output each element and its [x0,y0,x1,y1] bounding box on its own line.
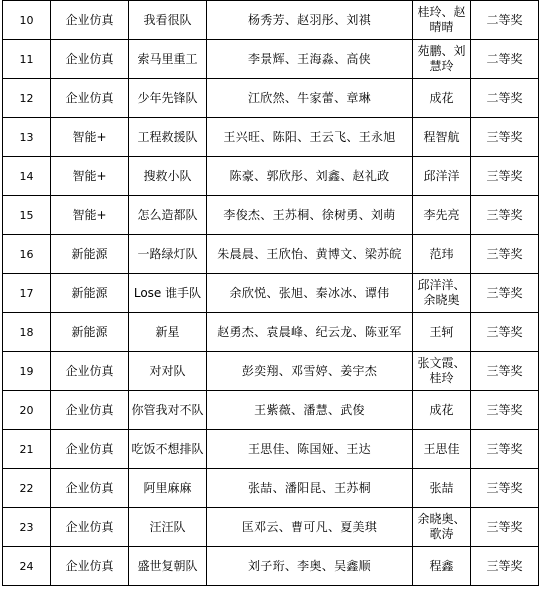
team-name-cell: 阿里麻麻 [129,469,207,508]
team-name-cell: 怎么造都队 [129,196,207,235]
award-cell: 三等奖 [471,196,539,235]
table-row [3,157,539,196]
table-row [3,118,539,157]
team-name-cell: 汪汪队 [129,508,207,547]
row-number-cell: 15 [3,196,51,235]
table-row [3,352,539,391]
row-number-cell: 14 [3,157,51,196]
award-cell: 二等奖 [471,40,539,79]
members-cell: 李景辉、王海淼、高侠 [207,40,413,79]
table-row [3,40,539,79]
advisor-cell: 苑鹏、刘慧玲 [413,40,471,79]
row-number-cell: 19 [3,352,51,391]
table-row [3,196,539,235]
award-cell: 三等奖 [471,274,539,313]
team-name-cell: 盛世复朝队 [129,547,207,586]
members-cell: 赵勇杰、袁晨峰、纪云龙、陈亚军 [207,313,413,352]
row-number-cell: 21 [3,430,51,469]
row-number-cell: 10 [3,1,51,40]
team-name-cell: 工程救援队 [129,118,207,157]
award-cell: 三等奖 [471,430,539,469]
row-number-cell: 22 [3,469,51,508]
members-cell: 王兴旺、陈阳、王云飞、王永旭 [207,118,413,157]
members-cell: 朱晨晨、王欣怡、黄博文、梁苏皖 [207,235,413,274]
table-row [3,274,539,313]
members-cell: 余欣悦、张旭、秦冰冰、谭伟 [207,274,413,313]
category-cell: 企业仿真 [51,79,129,118]
category-cell: 企业仿真 [51,469,129,508]
row-number-cell: 11 [3,40,51,79]
award-cell: 三等奖 [471,547,539,586]
advisor-cell: 桂玲、赵晴晴 [413,1,471,40]
category-cell: 企业仿真 [51,430,129,469]
award-cell: 二等奖 [471,79,539,118]
advisor-cell: 李先亮 [413,196,471,235]
table-row [3,508,539,547]
category-cell: 企业仿真 [51,1,129,40]
advisor-cell: 程智航 [413,118,471,157]
category-cell: 企业仿真 [51,40,129,79]
members-cell: 江欣然、牛家蕾、章琳 [207,79,413,118]
team-name-cell: 吃饭不想排队 [129,430,207,469]
table-row [3,547,539,586]
members-cell: 张喆、潘阳昆、王苏桐 [207,469,413,508]
advisor-cell: 成花 [413,79,471,118]
award-cell: 三等奖 [471,508,539,547]
team-name-cell: 索马里重工 [129,40,207,79]
results-sheet [2,0,538,586]
row-number-cell: 13 [3,118,51,157]
row-number-cell: 23 [3,508,51,547]
members-cell: 李俊杰、王苏桐、徐树勇、刘萌 [207,196,413,235]
award-cell: 三等奖 [471,352,539,391]
category-cell: 智能+ [51,157,129,196]
team-name-cell: 新星 [129,313,207,352]
table-row [3,79,539,118]
team-name-cell: 对对队 [129,352,207,391]
row-number-cell: 18 [3,313,51,352]
team-name-cell: Lose 谁手队 [129,274,207,313]
members-cell: 陈豪、郭欣彤、刘鑫、赵礼政 [207,157,413,196]
category-cell: 企业仿真 [51,547,129,586]
award-cell: 三等奖 [471,235,539,274]
award-cell: 二等奖 [471,1,539,40]
row-number-cell: 16 [3,235,51,274]
category-cell: 企业仿真 [51,508,129,547]
category-cell: 新能源 [51,235,129,274]
row-number-cell: 24 [3,547,51,586]
members-cell: 匡邓云、曹可凡、夏美琪 [207,508,413,547]
row-number-cell: 17 [3,274,51,313]
team-name-cell: 一路绿灯队 [129,235,207,274]
table-row [3,313,539,352]
award-cell: 三等奖 [471,469,539,508]
category-cell: 新能源 [51,313,129,352]
award-cell: 三等奖 [471,157,539,196]
advisor-cell: 程鑫 [413,547,471,586]
advisor-cell: 王轲 [413,313,471,352]
category-cell: 智能+ [51,196,129,235]
category-cell: 智能+ [51,118,129,157]
advisor-cell: 余晓奥、歌涛 [413,508,471,547]
category-cell: 新能源 [51,274,129,313]
award-cell: 三等奖 [471,118,539,157]
table-row [3,1,539,40]
row-number-cell: 12 [3,79,51,118]
category-cell: 企业仿真 [51,352,129,391]
team-name-cell: 少年先锋队 [129,79,207,118]
award-cell: 三等奖 [471,391,539,430]
advisor-cell: 王思佳 [413,430,471,469]
category-cell: 企业仿真 [51,391,129,430]
team-name-cell: 我看很队 [129,1,207,40]
advisor-cell: 张文霞、桂玲 [413,352,471,391]
table-row [3,235,539,274]
team-name-cell: 搜救小队 [129,157,207,196]
table-row [3,469,539,508]
advisor-cell: 范玮 [413,235,471,274]
table-row [3,391,539,430]
advisor-cell: 邱洋洋、余晓奥 [413,274,471,313]
advisor-cell: 邱洋洋 [413,157,471,196]
advisor-cell: 成花 [413,391,471,430]
table-body [3,1,539,586]
team-name-cell: 你管我对不队 [129,391,207,430]
table-row [3,430,539,469]
members-cell: 刘子珩、李奥、吴鑫顺 [207,547,413,586]
award-results-table [2,0,539,586]
award-cell: 三等奖 [471,313,539,352]
members-cell: 王紫薇、潘慧、武俊 [207,391,413,430]
advisor-cell: 张喆 [413,469,471,508]
members-cell: 杨秀芳、赵羽彤、刘祺 [207,1,413,40]
row-number-cell: 20 [3,391,51,430]
members-cell: 王思佳、陈国娅、王达 [207,430,413,469]
members-cell: 彭奕翔、邓雪婷、姜宇杰 [207,352,413,391]
